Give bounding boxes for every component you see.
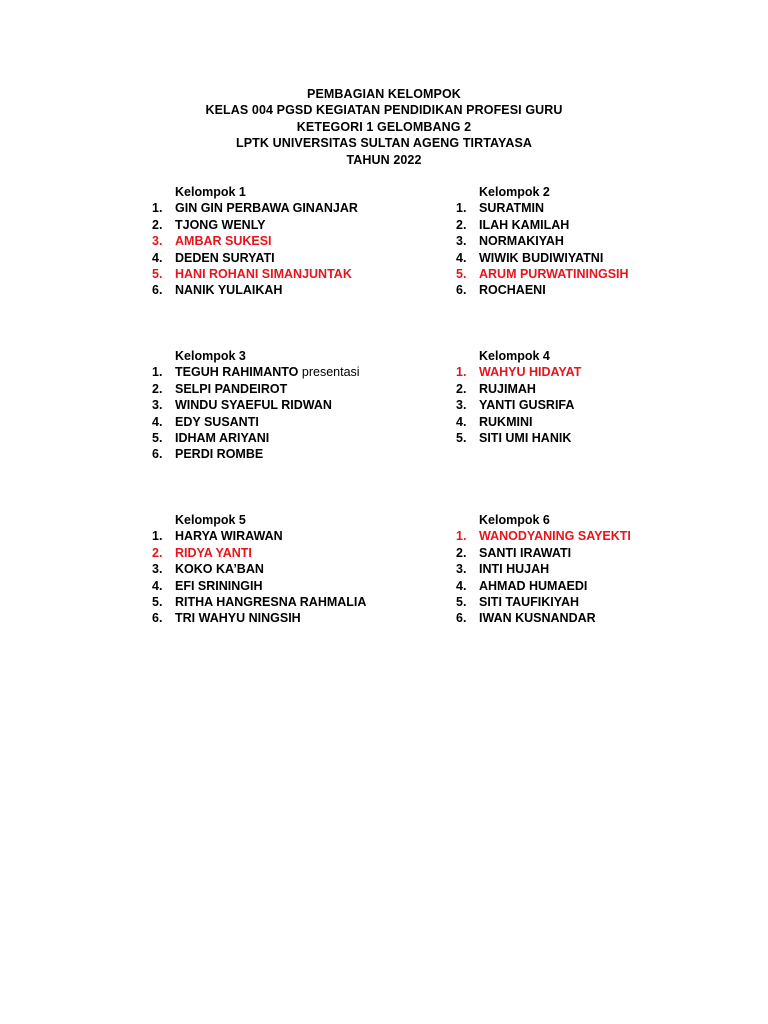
- member-name: [479, 578, 587, 594]
- member-list: [456, 528, 756, 626]
- member-name-text: ARUM PURWATININGSIH: [479, 267, 629, 282]
- list-number: 1.: [456, 365, 467, 380]
- member-name: [479, 610, 596, 626]
- member-name: [175, 217, 266, 233]
- group-5: [152, 512, 452, 627]
- list-item: [456, 200, 756, 216]
- list-item: [456, 282, 756, 298]
- list-item: [456, 217, 756, 233]
- list-item: [152, 364, 452, 380]
- list-number: 6.: [152, 447, 163, 462]
- member-name-text: PERDI ROMBE: [175, 447, 264, 462]
- list-item: [152, 282, 452, 298]
- member-name: [175, 397, 332, 413]
- list-number: 1.: [152, 201, 163, 216]
- group-6: [456, 512, 756, 627]
- group-title: Kelompok 2: [479, 185, 550, 199]
- member-name: [175, 414, 259, 430]
- list-number: 1.: [456, 529, 467, 544]
- list-number: 3.: [456, 398, 467, 413]
- list-item: [152, 233, 452, 249]
- member-name-text: YANTI GUSRIFA: [479, 398, 575, 413]
- member-name: [479, 217, 569, 233]
- member-name-text: WINDU SYAEFUL RIDWAN: [175, 398, 332, 413]
- member-name: [175, 266, 352, 282]
- list-item: [152, 528, 452, 544]
- list-item: [152, 430, 452, 446]
- list-item: [152, 545, 452, 561]
- list-number: 3.: [152, 562, 163, 577]
- member-name-text: TRI WAHYU NINGSIH: [175, 611, 301, 626]
- list-number: 6.: [456, 611, 467, 626]
- list-number: 4.: [456, 414, 467, 429]
- member-name-text: GIN GIN PERBAWA GINANJAR: [175, 201, 358, 216]
- member-name-text: SURATMIN: [479, 201, 545, 216]
- member-name-text: NORMAKIYAH: [479, 234, 564, 249]
- member-name: [479, 528, 631, 544]
- member-name-text: IWAN KUSNANDAR: [479, 611, 596, 626]
- member-name: [479, 381, 536, 397]
- list-number: 4.: [152, 250, 163, 265]
- group-title: Kelompok 6: [479, 513, 550, 527]
- list-item: [152, 266, 452, 282]
- member-name-text: SANTI IRAWATI: [479, 545, 572, 560]
- member-name-text: AMBAR SUKESI: [175, 234, 272, 249]
- list-number: 1.: [152, 529, 163, 544]
- member-list: [456, 364, 756, 446]
- member-name: [479, 561, 549, 577]
- member-name: [479, 414, 532, 430]
- member-name: [175, 430, 269, 446]
- member-list: [152, 528, 452, 626]
- member-name-text: INTI HUJAH: [479, 562, 550, 577]
- member-list: [152, 200, 452, 298]
- member-name: [175, 282, 282, 298]
- member-name: [479, 594, 579, 610]
- member-name-text: WANODYANING SAYEKTI: [479, 529, 631, 544]
- list-number: 4.: [152, 578, 163, 593]
- member-name: [479, 364, 581, 380]
- member-name: [175, 364, 360, 380]
- header-class: KELAS 004 PGSD KEGIATAN PENDIDIKAN PROFESI GURU: [205, 103, 563, 118]
- list-item: [456, 397, 756, 413]
- member-name-text: RUKMINI: [479, 414, 533, 429]
- list-item: [152, 217, 452, 233]
- header-category: KETEGORI 1 GELOMBANG 2: [296, 119, 472, 134]
- list-item: [152, 561, 452, 577]
- list-item: [456, 364, 756, 380]
- list-number: 6.: [456, 283, 467, 298]
- member-name-text: HANI ROHANI SIMANJUNTAK: [175, 267, 352, 282]
- list-number: 6.: [152, 283, 163, 298]
- list-item: [152, 250, 452, 266]
- member-name-text: WIWIK BUDIWIYATNI: [479, 250, 604, 265]
- list-number: 2.: [152, 545, 163, 560]
- list-number: 5.: [152, 431, 163, 446]
- member-name-text: AHMAD HUMAEDI: [479, 578, 588, 593]
- list-item: [456, 381, 756, 397]
- header-institution: LPTK UNIVERSITAS SULTAN AGENG TIRTAYASA: [235, 136, 533, 151]
- member-name-text: TJONG WENLY: [175, 217, 266, 232]
- header-year: TAHUN 2022: [346, 152, 422, 167]
- member-name: [175, 200, 358, 216]
- list-item: [456, 561, 756, 577]
- group-3: [152, 348, 452, 463]
- list-item: [456, 610, 756, 626]
- list-number: 1.: [152, 365, 163, 380]
- member-name: [175, 594, 366, 610]
- list-item: [456, 233, 756, 249]
- list-number: 3.: [456, 562, 467, 577]
- group-title: Kelompok 3: [175, 349, 246, 363]
- list-number: 5.: [456, 431, 467, 446]
- member-name: [175, 561, 264, 577]
- list-number: 1.: [456, 201, 467, 216]
- member-name: [479, 250, 603, 266]
- member-name: [479, 233, 564, 249]
- member-name: [479, 545, 571, 561]
- list-item: [152, 610, 452, 626]
- list-item: [152, 381, 452, 397]
- member-name: [479, 430, 571, 446]
- list-item: [456, 528, 756, 544]
- member-name-text: WAHYU HIDAYAT: [479, 365, 582, 380]
- header-title: PEMBAGIAN KELOMPOK: [307, 87, 461, 101]
- member-name: [175, 446, 263, 462]
- member-name-text: EFI SRININGIH: [175, 578, 263, 593]
- member-name: [175, 250, 275, 266]
- list-number: 2.: [456, 217, 467, 232]
- list-number: 2.: [456, 545, 467, 560]
- member-name-text: HARYA WIRAWAN: [175, 529, 283, 544]
- list-number: 2.: [152, 217, 163, 232]
- member-name: [175, 578, 263, 594]
- group-title: Kelompok 4: [479, 349, 550, 363]
- member-name-text: NANIK YULAIKAH: [175, 283, 283, 298]
- list-item: [152, 578, 452, 594]
- document-header: [0, 86, 768, 168]
- member-name-text: RITHA HANGRESNA RAHMALIA: [175, 595, 367, 610]
- member-name-text: RIDYA YANTI: [175, 545, 252, 560]
- member-name-text: SITI TAUFIKIYAH: [479, 595, 580, 610]
- member-name-text: ILAH KAMILAH: [479, 217, 570, 232]
- member-name: [479, 397, 574, 413]
- member-name-text: IDHAM ARIYANI: [175, 431, 270, 446]
- member-name-text: SITI UMI HANIK: [479, 431, 572, 446]
- list-item: [456, 250, 756, 266]
- list-item: [152, 414, 452, 430]
- list-item: [456, 545, 756, 561]
- list-number: 4.: [456, 250, 467, 265]
- member-list: [456, 200, 756, 298]
- member-list: [152, 364, 452, 462]
- list-number: 5.: [152, 267, 163, 282]
- list-number: 5.: [456, 595, 467, 610]
- member-name: [175, 610, 301, 626]
- list-item: [456, 266, 756, 282]
- list-number: 2.: [152, 381, 163, 396]
- member-name-text: RUJIMAH: [479, 381, 536, 396]
- group-title: Kelompok 1: [175, 185, 246, 199]
- member-name-text: SELPI PANDEIROT: [175, 381, 288, 396]
- list-item: [152, 200, 452, 216]
- list-item: [152, 397, 452, 413]
- member-name: [175, 545, 252, 561]
- list-number: 5.: [456, 267, 467, 282]
- member-name-text: DEDEN SURYATI: [175, 250, 275, 265]
- member-name-text: TEGUH RAHIMANTO: [175, 365, 299, 380]
- member-name: [479, 200, 544, 216]
- member-name: [175, 528, 283, 544]
- member-name: [479, 282, 546, 298]
- member-name-text: EDY SUSANTI: [175, 414, 259, 429]
- member-name: [479, 266, 629, 282]
- member-name-text: KOKO KA’BAN: [175, 562, 264, 577]
- list-number: 4.: [152, 414, 163, 429]
- list-item: [456, 594, 756, 610]
- member-name: [175, 233, 272, 249]
- group-4: [456, 348, 756, 446]
- list-item: [456, 430, 756, 446]
- list-number: 5.: [152, 595, 163, 610]
- member-name-text: ROCHAENI: [479, 283, 546, 298]
- list-item: [456, 578, 756, 594]
- list-number: 3.: [456, 234, 467, 249]
- group-2: [456, 184, 756, 299]
- group-title: Kelompok 5: [175, 513, 246, 527]
- list-item: [152, 446, 452, 462]
- list-item: [456, 414, 756, 430]
- list-number: 3.: [152, 234, 163, 249]
- list-number: 2.: [456, 381, 467, 396]
- member-name: [175, 381, 287, 397]
- list-number: 6.: [152, 611, 163, 626]
- member-note: presentasi: [301, 365, 360, 380]
- group-1: [152, 184, 452, 299]
- list-item: [152, 594, 452, 610]
- list-number: 3.: [152, 398, 163, 413]
- list-number: 4.: [456, 578, 467, 593]
